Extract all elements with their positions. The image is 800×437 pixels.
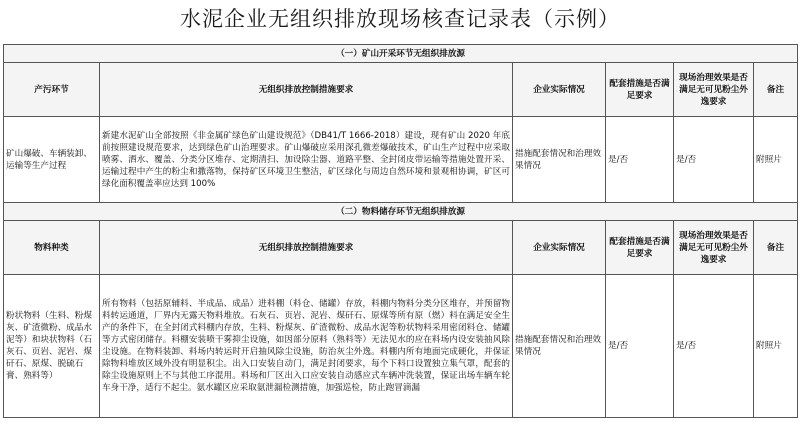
column-header: 无组织排放控制措施要求 bbox=[100, 63, 513, 117]
table-header-row bbox=[4, 221, 798, 275]
measures-cell: 是/否 bbox=[606, 117, 674, 203]
effect-cell: 是/否 bbox=[674, 275, 754, 418]
stage-cell: 矿山爆破、车辆装卸、运输等生产过程 bbox=[4, 117, 100, 203]
table-row bbox=[4, 117, 798, 203]
table-row bbox=[4, 275, 798, 418]
column-header: 备注 bbox=[754, 63, 798, 117]
section-title: （一）矿山开采环节无组织排放源 bbox=[4, 45, 798, 63]
requirement-cell: 新建水泥矿山全部按照《非金属矿绿色矿山建设规范》（DB41/T 1666-2018）建设，现有矿山 2020 年底前按照建设规范要求，达到绿色矿山治理要求。矿山爆破应采用深孔微差爆破技术，矿山生产过程中应采取喷雾、洒水、覆盖、分类分区堆存、定期清扫、加设除尘器、道路平整、全封闭皮带运输等措施处置开采、运输过程中产生的粉尘和撒落物，保持矿区环境卫生整洁，矿区绿化与周边自然环境和景观相协调，矿区可绿化面积覆盖率应达到 100% bbox=[100, 117, 513, 203]
column-header: 现场治理效果是否满足无可见粉尘外逸要求 bbox=[674, 221, 754, 275]
column-header: 企业实际情况 bbox=[513, 63, 606, 117]
material-cell: 粉状物料（生料、粉煤灰、矿渣微粉、成品水泥等）和块状物料（石灰石、页岩、泥岩、煤矸石、原煤、脱硫石膏、熟料等） bbox=[4, 275, 100, 418]
remark-cell: 附照片 bbox=[754, 275, 798, 418]
column-header: 企业实际情况 bbox=[513, 221, 606, 275]
actual-cell: 措施配套情况和治理效果情况 bbox=[513, 275, 606, 418]
column-header: 备注 bbox=[754, 221, 798, 275]
column-header: 配套措施是否满足要求 bbox=[606, 221, 674, 275]
column-header: 现场治理效果是否满足无可见粉尘外逸要求 bbox=[674, 63, 754, 117]
measures-cell: 是/否 bbox=[606, 275, 674, 418]
page-title: 水泥企业无组织排放现场核查记录表（示例） bbox=[180, 7, 620, 31]
section-title: （二）物料储存环节无组织排放源 bbox=[4, 203, 798, 221]
column-header: 无组织排放控制措施要求 bbox=[100, 221, 513, 275]
requirement-cell: 所有物料（包括原辅料、半成品、成品）进料棚（料仓、储罐）存放，料棚内物料分类分区堆存，并预留物料转运通道，厂界内无露天物料堆放。石灰石、页岩、泥岩、煤矸石、原煤等所有原（燃）料在满足安全生产的条件下，在全封闭式料棚内存放，生料、粉煤灰、矿渣微粉、成品水泥等粉状物料采用密闭料仓、储罐等方式密闭储存。料棚安装喷干雾抑尘设施，如因部分原料（熟料等）无法见水的应在料场内设安装抽风除尘设施。在物料装卸、料场内转运时开启抽风除尘设施，防治灰尘外逸。料棚内所有地面完成硬化，并保证除物料堆放区域外没有明显积尘。出入口安装自动门，满足封闭要求，每个下料口设置独立集气罩，配套的除尘设施原则上不与其他工序混用。料场和厂区出入口应安装自动感应式车辆冲洗装置，保证出场车辆车轮车身干净，适行不起尘。氨水罐区应采取氨泄漏检测措施，加强巡检，防止跑冒滴漏 bbox=[100, 275, 513, 418]
table-header-row bbox=[4, 63, 798, 117]
column-header: 配套措施是否满足要求 bbox=[606, 63, 674, 117]
column-header: 产污环节 bbox=[4, 63, 100, 117]
actual-cell: 措施配套情况和治理效果情况 bbox=[513, 117, 606, 203]
section-row bbox=[4, 203, 798, 221]
record-table bbox=[3, 44, 798, 418]
section-row bbox=[4, 45, 798, 63]
remark-cell: 附照片 bbox=[754, 117, 798, 203]
effect-cell: 是/否 bbox=[674, 117, 754, 203]
column-header: 物料种类 bbox=[4, 221, 100, 275]
